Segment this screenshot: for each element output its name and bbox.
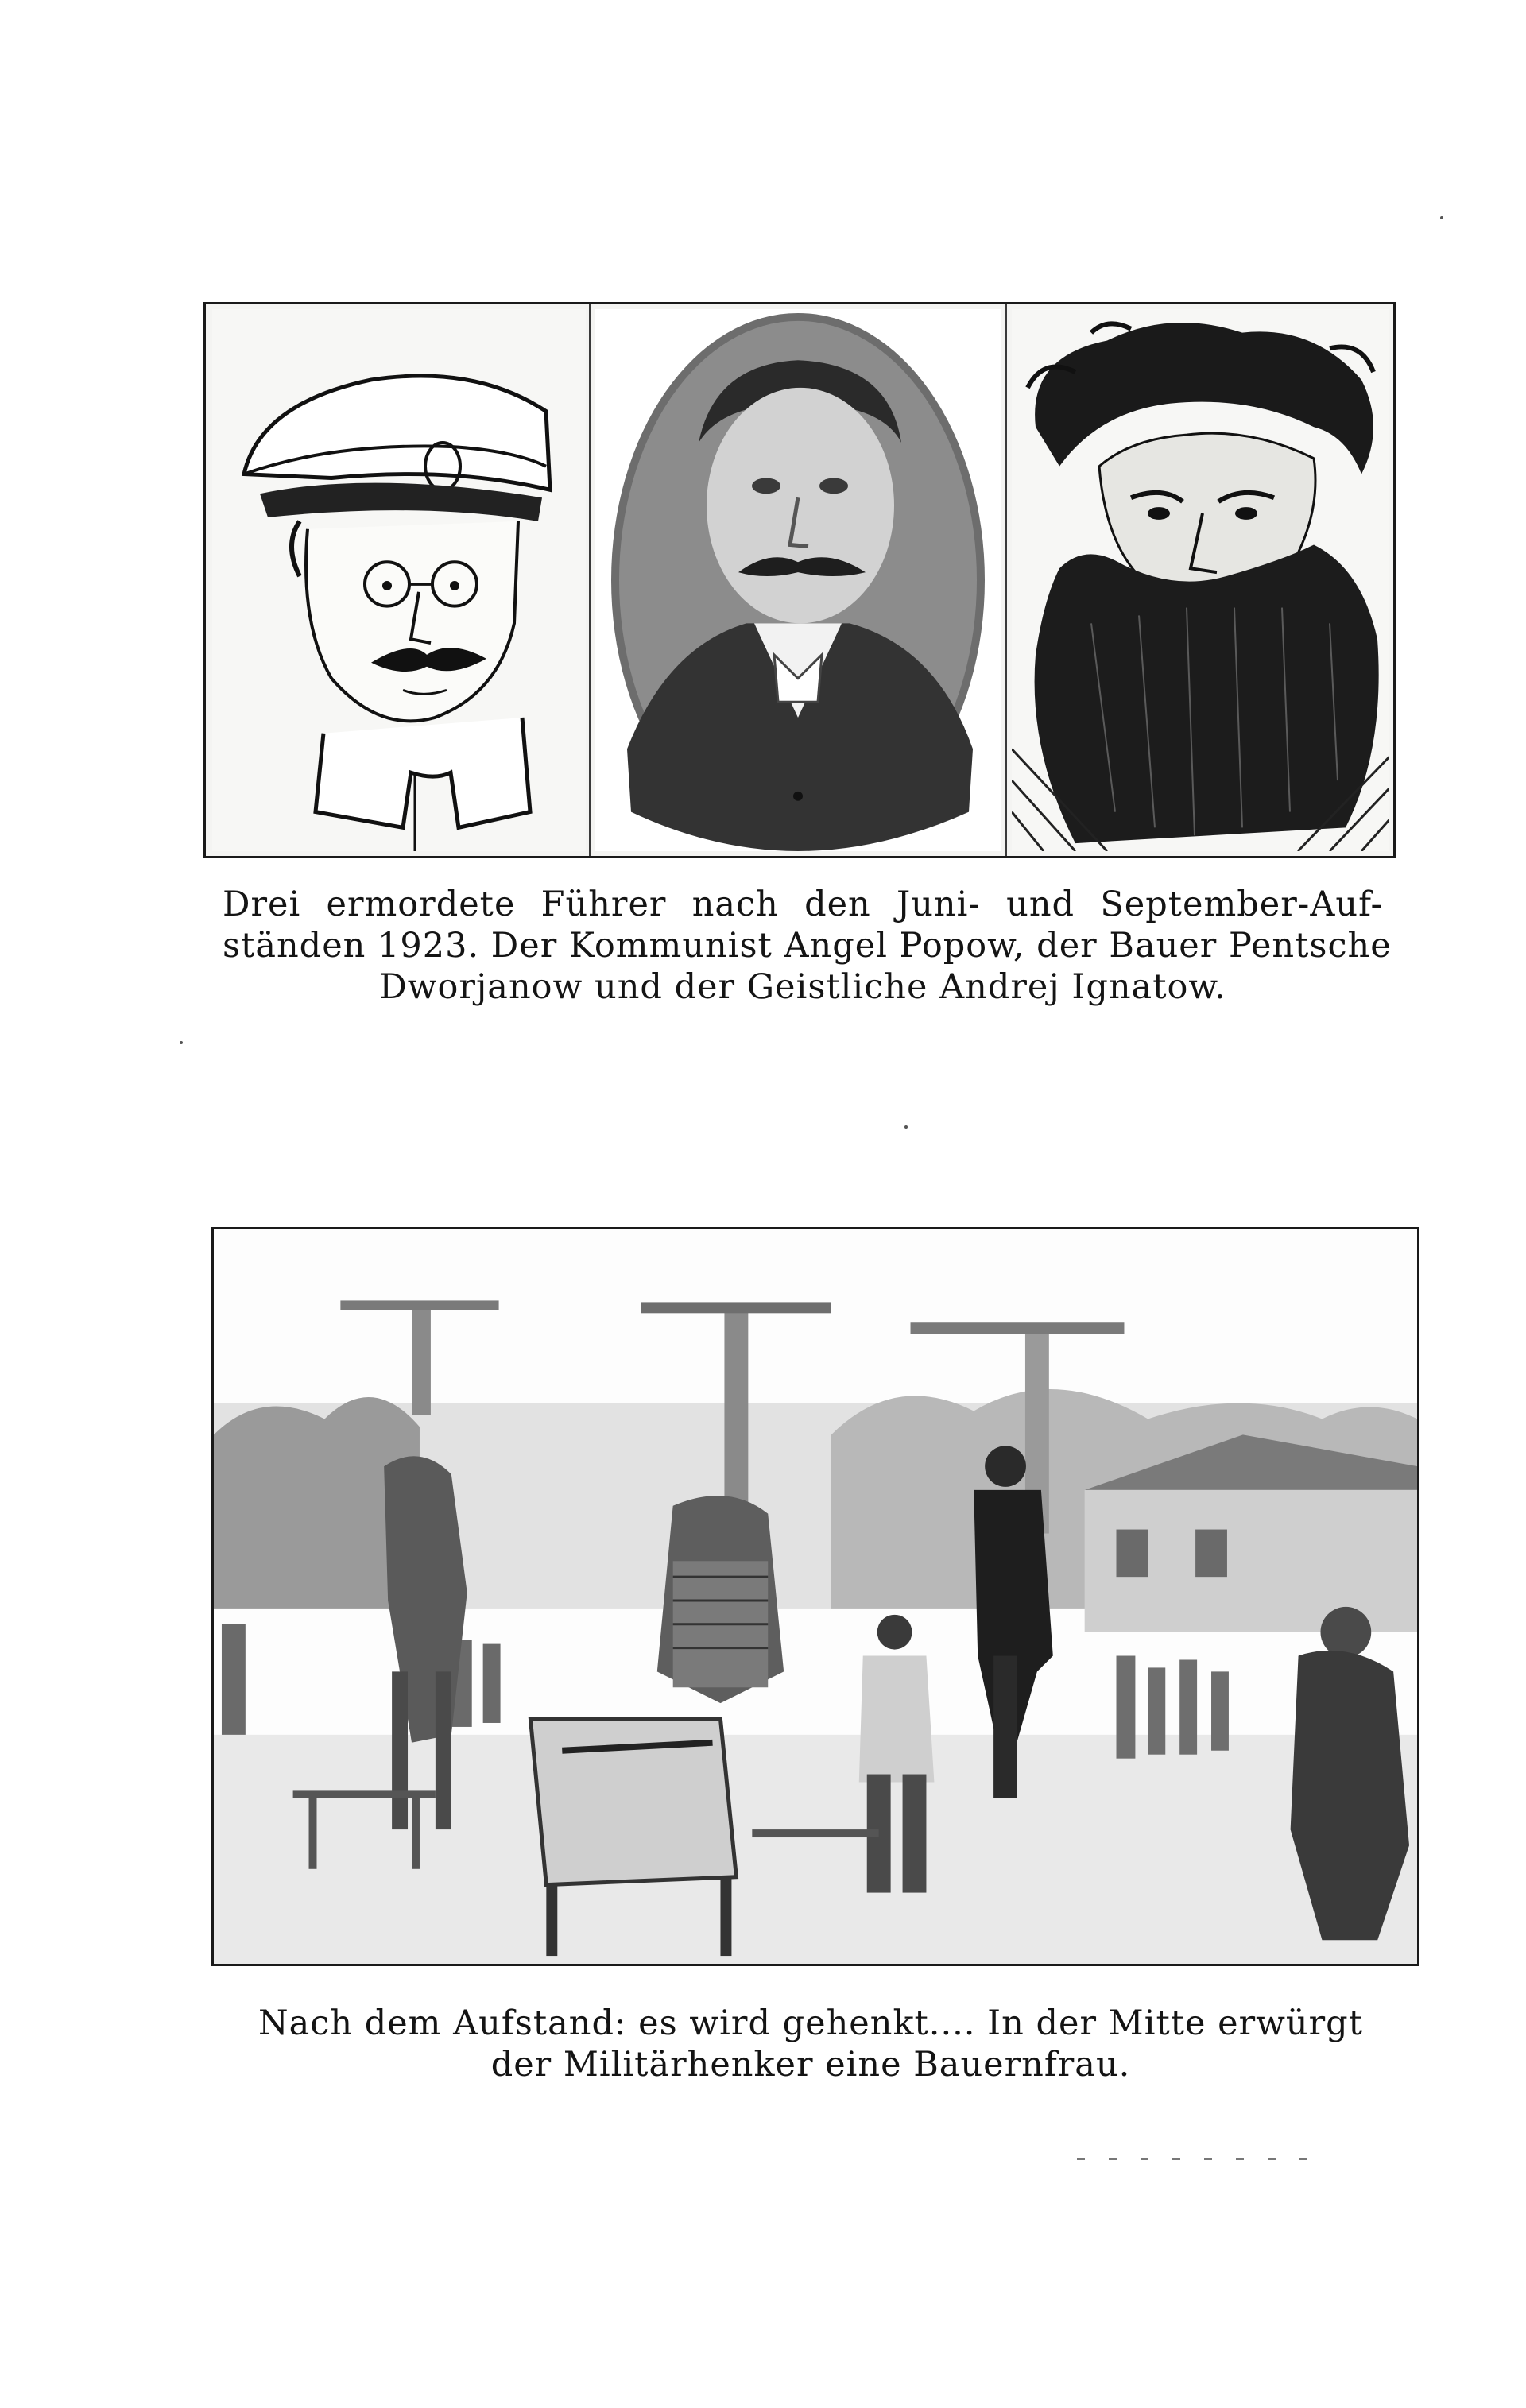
panel-divider: [589, 304, 591, 856]
caption-line: der Militärhenker eine Bauernfrau.: [490, 2045, 1131, 2085]
scan-dashes: [1077, 2158, 1315, 2160]
scan-speck: [1440, 216, 1443, 219]
gallows-scene: [214, 1229, 1417, 1964]
caption-line: Nach dem Aufstand: es wird gehenkt.... In der Mitte erwürgt: [258, 2003, 1363, 2043]
figure-caption: [223, 884, 1392, 1008]
scan-speck: [904, 1125, 908, 1129]
panel-divider: [1005, 304, 1007, 856]
caption-line: Dworjanow und der Geistliche Andrej Ignatow.: [379, 967, 1226, 1007]
caption-line: ständen 1923. Der Kommunist Angel Popow, der Bauer Pentsche: [223, 926, 1392, 966]
portrait-officer: [212, 309, 586, 851]
scan-speck: [180, 1041, 183, 1044]
execution-photograph: [211, 1227, 1419, 1966]
ignatow-drawing: [1012, 309, 1389, 851]
portrait-ignatow: [1012, 309, 1389, 851]
figure-caption: [207, 2003, 1415, 2085]
portrait-triptych: [203, 302, 1396, 858]
officer-drawing: [212, 309, 586, 851]
portrait-popow: [595, 309, 1001, 851]
popow-photo: [595, 309, 1001, 851]
caption-line: Drei ermordete Führer nach den Juni- und September-Auf-: [223, 885, 1383, 924]
